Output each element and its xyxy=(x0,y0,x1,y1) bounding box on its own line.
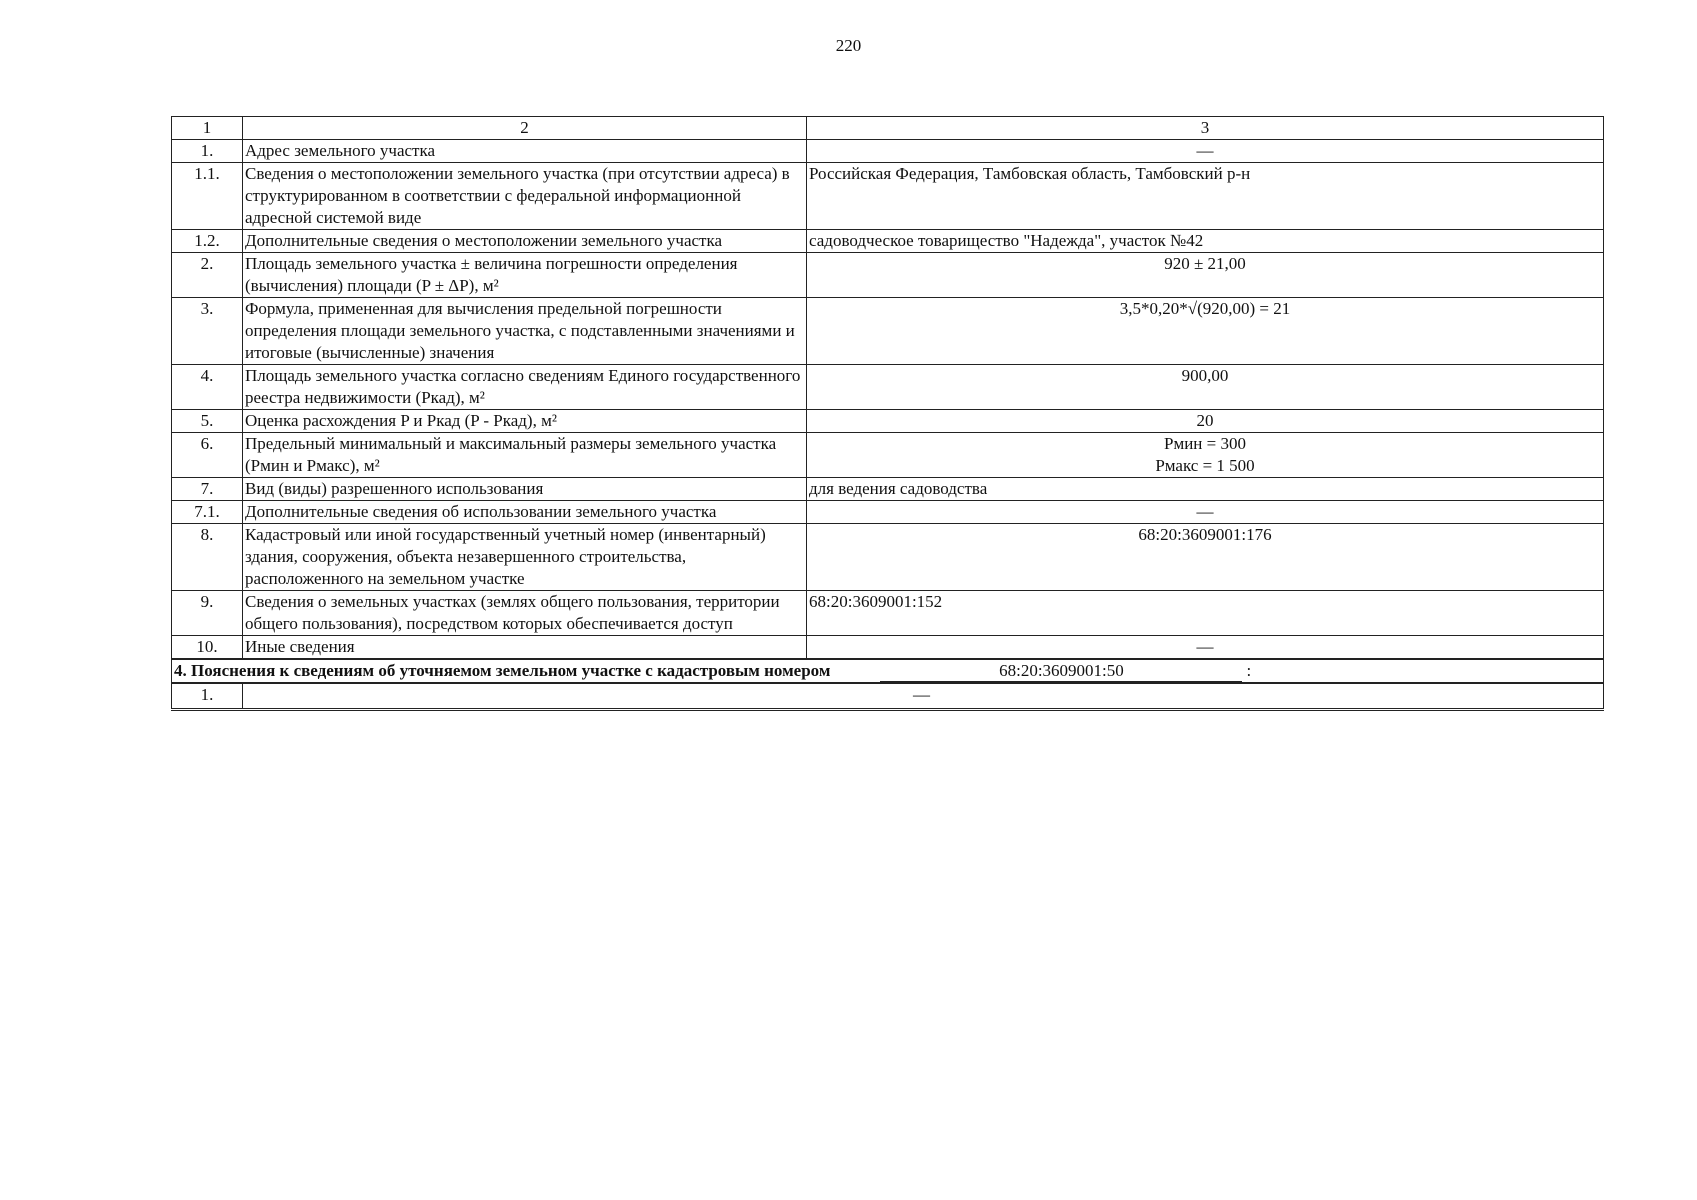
table-row xyxy=(172,410,1604,433)
table-row xyxy=(172,253,1604,298)
row-number: 2. xyxy=(172,253,243,298)
row-number: 5. xyxy=(172,410,243,433)
row-value: Российская Федерация, Тамбовская область, Тамбовский р-н xyxy=(807,163,1604,230)
row-value: — xyxy=(807,140,1604,163)
row-value: — xyxy=(243,683,1604,710)
header-col-3: 3 xyxy=(807,117,1604,140)
row-number: 1. xyxy=(172,140,243,163)
row-label: Вид (виды) разрешенного использования xyxy=(243,478,807,501)
row-label: Площадь земельного участка ± величина погрешности определения (вычисления) площади (P ± ΔP), м² xyxy=(243,253,807,298)
row-number: 4. xyxy=(172,365,243,410)
row-value: 920 ± 21,00 xyxy=(807,253,1604,298)
page-number: 220 xyxy=(835,36,862,55)
row-label: Дополнительные сведения об использовании земельного участка xyxy=(243,501,807,524)
area-min-value: Pмин = 300 xyxy=(1164,434,1246,453)
row-label: Предельный минимальный и максимальный размеры земельного участка (Pмин и Pмакс), м² xyxy=(243,433,807,478)
table-row xyxy=(172,524,1604,591)
row-number: 6. xyxy=(172,433,243,478)
row-label: Площадь земельного участка согласно сведениям Единого государственного реестра недвижимости (Pкад), м² xyxy=(243,365,807,410)
section-4-cadastral-number: 68:20:3609001:50 xyxy=(880,661,1242,682)
row-label: Формула, примененная для вычисления предельной погрешности определения площади земельного участка, с подставленными значениями и итоговые (вычисленные) значения xyxy=(243,298,807,365)
row-label: Адрес земельного участка xyxy=(243,140,807,163)
row-value: — xyxy=(807,636,1604,660)
row-number: 9. xyxy=(172,591,243,636)
row-value: 68:20:3609001:152 xyxy=(807,591,1604,636)
table-row xyxy=(172,433,1604,478)
row-value: садоводческое товарищество "Надежда", участок №42 xyxy=(807,230,1604,253)
row-number: 3. xyxy=(172,298,243,365)
row-value xyxy=(807,433,1604,478)
table-header-row xyxy=(172,117,1604,140)
row-number: 1.2. xyxy=(172,230,243,253)
row-label: Дополнительные сведения о местоположении земельного участка xyxy=(243,230,807,253)
row-label: Кадастровый или иной государственный учетный номер (инвентарный) здания, сооружения, объекта незавершенного строительства, расположенного на земельном участке xyxy=(243,524,807,591)
row-value: 3,5*0,20*√(920,00) = 21 xyxy=(807,298,1604,365)
row-label: Оценка расхождения P и Pкад (P - Pкад), м² xyxy=(243,410,807,433)
table-row xyxy=(172,298,1604,365)
row-value: 68:20:3609001:176 xyxy=(807,524,1604,591)
header-col-2: 2 xyxy=(243,117,807,140)
row-value: 20 xyxy=(807,410,1604,433)
table-row xyxy=(172,163,1604,230)
cadastral-info-table xyxy=(171,116,1604,711)
table-row xyxy=(172,365,1604,410)
row-number: 7. xyxy=(172,478,243,501)
row-value: для ведения садоводства xyxy=(807,478,1604,501)
table-row xyxy=(172,636,1604,660)
row-label: Иные сведения xyxy=(243,636,807,660)
section-4-title: 4. Пояснения к сведениям об уточняемом земельном участке с кадастровым номером xyxy=(174,661,831,680)
header-col-1: 1 xyxy=(172,117,243,140)
row-number: 10. xyxy=(172,636,243,660)
table-row xyxy=(172,230,1604,253)
section-4-heading-row xyxy=(172,659,1604,683)
table-row xyxy=(172,683,1604,710)
table-row xyxy=(172,478,1604,501)
row-number: 8. xyxy=(172,524,243,591)
area-max-value: Pмакс = 1 500 xyxy=(1155,456,1255,475)
row-number: 1.1. xyxy=(172,163,243,230)
row-value: 900,00 xyxy=(807,365,1604,410)
row-value: — xyxy=(807,501,1604,524)
row-label: Сведения о земельных участках (землях общего пользования, территории общего пользования), посредством которых обеспечивается доступ xyxy=(243,591,807,636)
row-label: Сведения о местоположении земельного участка (при отсутствии адреса) в структурированном в соответствии с федеральной информационной адресной системой виде xyxy=(243,163,807,230)
table-row xyxy=(172,140,1604,163)
section-4-colon: : xyxy=(1246,661,1252,680)
row-number: 7.1. xyxy=(172,501,243,524)
section-4-heading-cell xyxy=(172,659,1604,683)
row-number: 1. xyxy=(172,683,243,710)
table-row xyxy=(172,591,1604,636)
table-row xyxy=(172,501,1604,524)
